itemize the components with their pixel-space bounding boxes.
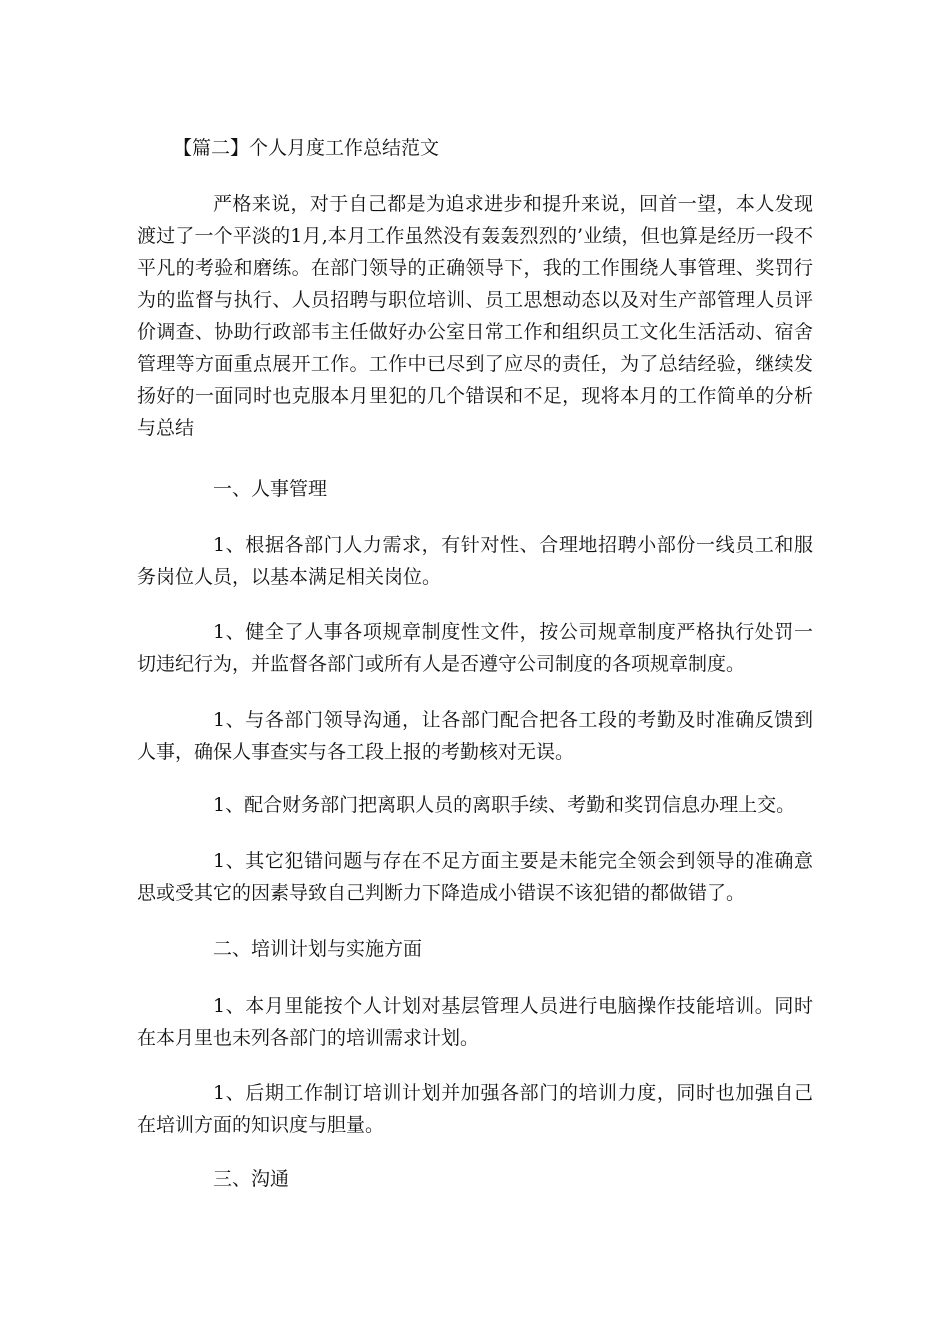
intro-paragraph: 严格来说，对于自己都是为追求进步和提升来说，回首一望，本人发现渡过了一个平淡的1月,本月工作虽然没有轰轰烈烈的’业绩，但也算是经历一段不平凡的考验和磨练。在部门领导的正确领导下，我的工作围绕人事管理、奖罚行为的监督与执行、人员招聘与职位培训、员工思想动态以及对生产部管理人员评价调查、协助行政部韦主任做好办公室日常工作和组织员工文化生活活动、宿舍管理等方面重点展开工作。工作中已尽到了应尽的责任，为了总结经验，继续发扬好的一面同时也克服本月里犯的几个错误和不足，现将本月的工作简单的分析与总结 xyxy=(137,193,813,439)
section-2-item-1: 1、本月里能按个人计划对基层管理人员进行电脑操作技能培训。同时在本月里也未列各部门的培训需求计划。 xyxy=(137,995,813,1049)
section-1-item-5: 1、其它犯错问题与存在不足方面主要是未能完全领会到领导的准确意思或受其它的因素导致自己判断力下降造成小错误不该犯错的都做错了。 xyxy=(137,850,813,904)
section-3-heading: 三、沟通 xyxy=(213,1168,290,1190)
section-1-heading: 一、人事管理 xyxy=(213,478,328,500)
section-1-item-4: 1、配合财务部门把离职人员的离职手续、考勤和奖罚信息办理上交。 xyxy=(213,794,796,816)
section-1-item-1: 1、根据各部门人力需求，有针对性、合理地招聘小部份一线员工和服务岗位人员，以基本满足相关岗位。 xyxy=(137,534,813,588)
section-2-heading: 二、培训计划与实施方面 xyxy=(213,938,423,960)
section-2-item-2: 1、后期工作制订培训计划并加强各部门的培训力度，同时也加强自己在培训方面的知识度与胆量。 xyxy=(137,1082,813,1136)
section-1-item-3: 1、与各部门领导沟通，让各部门配合把各工段的考勤及时准确反馈到人事，确保人事查实与各工段上报的考勤核对无误。 xyxy=(137,709,813,763)
section-1-item-2: 1、健全了人事各项规章制度性文件，按公司规章制度严格执行处罚一切违纪行为，并监督各部门或所有人是否遵守公司制度的各项规章制度。 xyxy=(137,621,813,675)
document-title: 【篇二】个人月度工作总结范文 xyxy=(173,137,440,159)
